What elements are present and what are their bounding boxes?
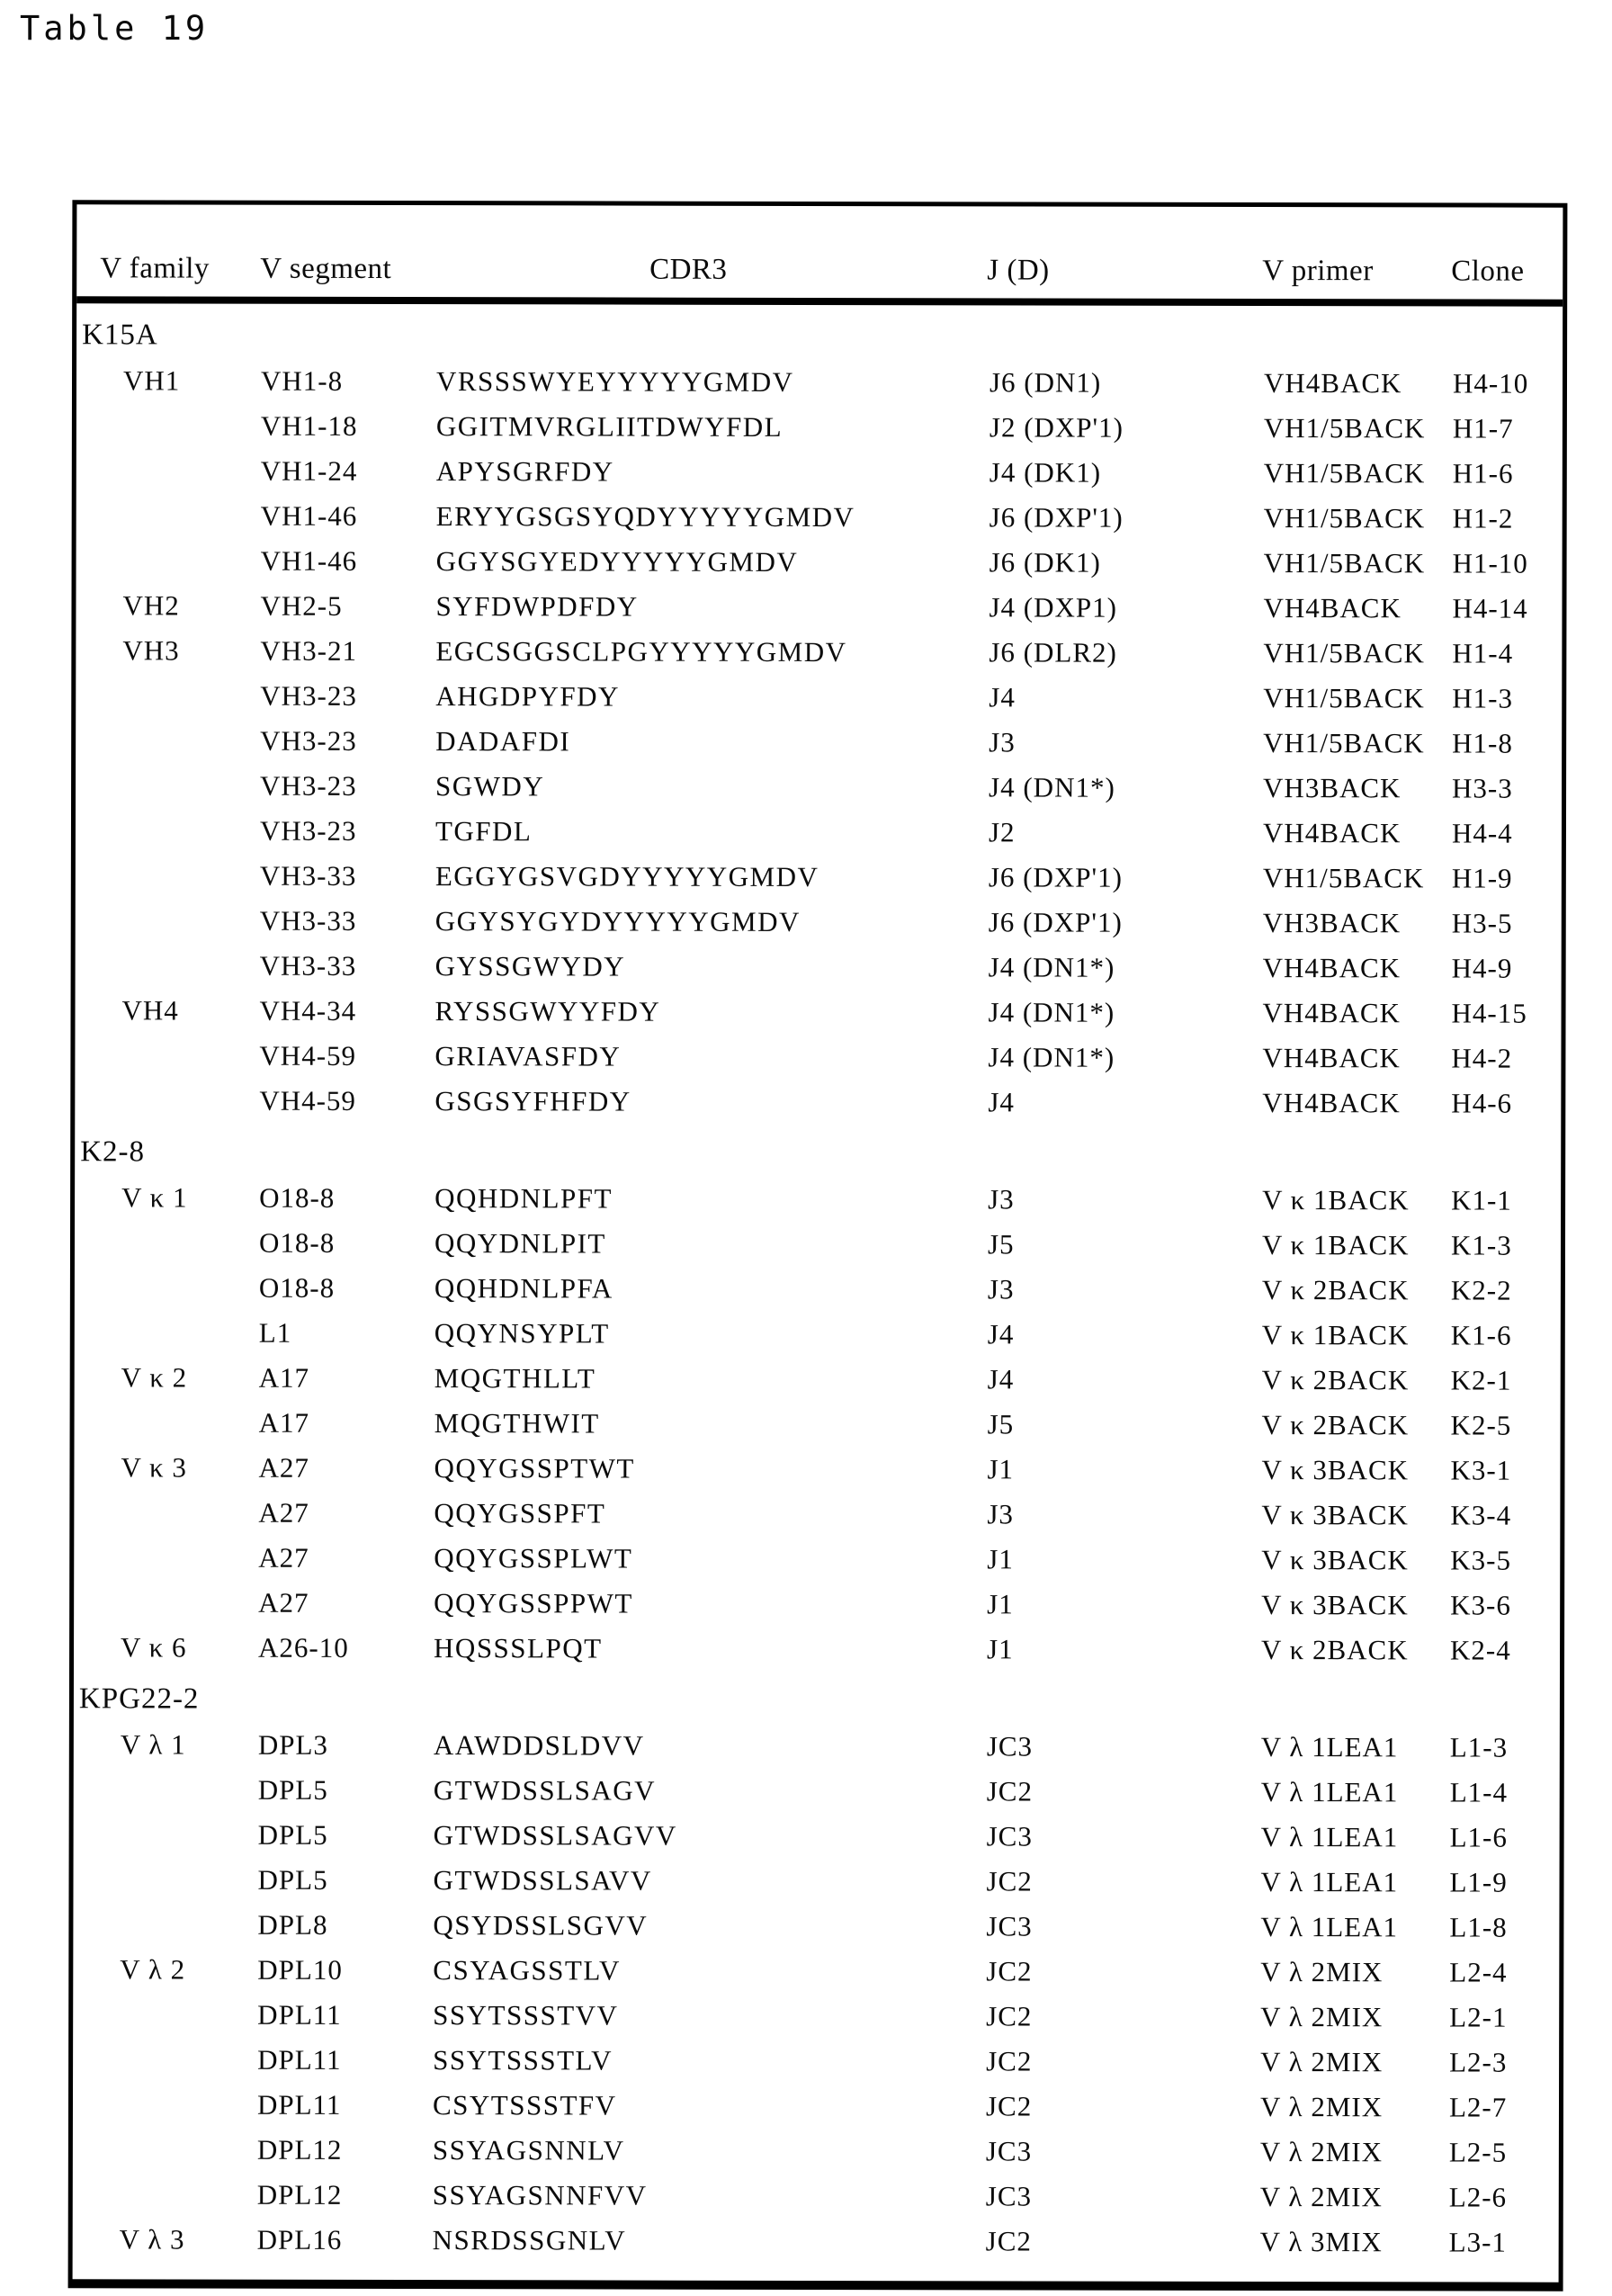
cell-jd: J4 (DN1*)	[988, 951, 1115, 983]
cell-jd: JC2	[986, 1775, 1034, 1807]
cell-family: VH1	[122, 364, 181, 397]
cell-clone: L1-4	[1449, 1776, 1509, 1808]
cell-cdr3: SSYAGSNNLV	[432, 2134, 625, 2166]
cell-segment: A27	[258, 1451, 309, 1484]
column-header-v-family: V family	[100, 252, 210, 285]
cell-clone: K2-2	[1450, 1274, 1512, 1306]
cell-primer: VH4BACK	[1262, 817, 1402, 849]
table-row	[75, 1309, 1561, 1357]
cell-segment: VH3-33	[259, 949, 357, 982]
cell-clone: L1-9	[1449, 1866, 1508, 1898]
cell-clone: H1-3	[1452, 682, 1514, 714]
cell-segment: VH3-23	[260, 724, 357, 757]
cell-segment: VH3-23	[260, 769, 357, 802]
cell-primer: VH4BACK	[1262, 997, 1401, 1029]
cell-cdr3: GYSSGWYDY	[434, 950, 626, 982]
cell-clone: K1-6	[1450, 1319, 1512, 1351]
cell-primer: VH1/5BACK	[1263, 682, 1425, 714]
cell-segment: O18-8	[258, 1271, 336, 1304]
cell-cdr3: SSYTSSSTVV	[433, 1999, 619, 2031]
cell-cdr3: QQYDNLPIT	[434, 1227, 606, 1260]
cell-primer: V λ 2MIX	[1259, 2181, 1383, 2213]
table-row	[76, 627, 1562, 675]
table-row	[76, 717, 1562, 765]
cell-segment: A17	[258, 1406, 310, 1439]
cell-clone: K3-1	[1450, 1454, 1512, 1486]
cell-cdr3: AAWDDSLDVV	[433, 1729, 645, 1762]
cell-family: V κ 2	[121, 1361, 188, 1394]
cell-jd: J4 (DN1*)	[989, 771, 1115, 803]
cell-jd: J4	[987, 1363, 1015, 1395]
cell-segment: DPL11	[257, 2043, 342, 2076]
cell-family: V κ 6	[121, 1631, 187, 1664]
cell-primer: VH1/5BACK	[1263, 412, 1426, 444]
cell-primer: V κ 2BACK	[1261, 1409, 1410, 1441]
cell-cdr3: QQYGSSPPWT	[434, 1587, 633, 1619]
cell-clone: L2-4	[1449, 1956, 1508, 1988]
table-row	[76, 942, 1562, 990]
cell-primer: VH4BACK	[1262, 1042, 1401, 1074]
cell-clone: K2-5	[1450, 1409, 1512, 1441]
cell-primer: V κ 2BACK	[1261, 1274, 1410, 1306]
cell-clone: H4-10	[1452, 367, 1529, 399]
cell-clone: K3-6	[1450, 1589, 1511, 1621]
table-row	[76, 492, 1563, 540]
cell-primer: V κ 3BACK	[1261, 1499, 1409, 1531]
cell-segment: DPL11	[257, 1998, 342, 2031]
cell-jd: J3	[988, 1183, 1015, 1215]
table-row	[76, 447, 1563, 495]
table-row	[74, 1811, 1560, 1859]
cell-segment: L1	[258, 1316, 292, 1349]
table-row	[76, 402, 1563, 450]
cell-cdr3: GGITMVRGLIITDWYFDL	[435, 410, 784, 443]
cell-jd: J3	[987, 1273, 1015, 1305]
cell-clone: L2-5	[1448, 2136, 1508, 2168]
cell-segment: VH3-33	[259, 859, 357, 892]
cell-cdr3: CSYTSSSTFV	[432, 2089, 617, 2121]
cell-clone: K2-1	[1450, 1364, 1512, 1396]
cell-primer: V κ 3BACK	[1261, 1589, 1409, 1621]
cell-cdr3: AHGDPYFDY	[435, 680, 621, 713]
cell-clone: L1-3	[1449, 1731, 1509, 1763]
cell-primer: V κ 3BACK	[1261, 1544, 1409, 1576]
cell-segment: DPL16	[256, 2223, 343, 2256]
page-title: Table 19	[20, 9, 210, 48]
table-row	[75, 1399, 1561, 1447]
cell-primer: VH1/5BACK	[1262, 862, 1425, 894]
cell-segment: VH4-59	[259, 1084, 356, 1117]
cell-cdr3: QQYGSSPFT	[434, 1497, 606, 1529]
table-row	[76, 672, 1562, 720]
cell-jd: JC3	[986, 1910, 1033, 1942]
table-row	[76, 852, 1562, 900]
cell-primer: V κ 2BACK	[1261, 1364, 1410, 1396]
cell-clone: H1-8	[1452, 727, 1513, 759]
table-row	[73, 2171, 1559, 2219]
cell-segment: A27	[258, 1586, 309, 1619]
table-row	[74, 1766, 1560, 1814]
cell-jd: J6 (DXP'1)	[989, 501, 1124, 534]
cell-primer: VH3BACK	[1263, 772, 1402, 804]
cell-jd: J6 (DLR2)	[989, 636, 1117, 668]
cell-cdr3: TGFDL	[434, 815, 533, 848]
cell-primer: V λ 3MIX	[1259, 2226, 1383, 2258]
table-row	[73, 1946, 1559, 1994]
column-header-j-d: J (D)	[987, 254, 1050, 287]
cell-segment: DPL5	[257, 1773, 328, 1806]
cell-segment: A17	[258, 1361, 310, 1394]
section-label: K2-8	[80, 1135, 146, 1169]
table-header-row	[76, 204, 1563, 306]
table-row	[74, 1534, 1560, 1582]
cell-segment: VH1-46	[260, 499, 358, 532]
cell-cdr3: GTWDSSLSAVV	[433, 1864, 652, 1897]
cell-jd: J4 (DN1*)	[988, 1041, 1115, 1073]
cell-cdr3: NSRDSSGNLV	[432, 2224, 627, 2256]
cell-cdr3: QQHDNLPFA	[434, 1272, 613, 1305]
cell-segment: O18-8	[259, 1181, 336, 1214]
cell-jd: J5	[987, 1228, 1015, 1260]
table-row	[76, 537, 1563, 585]
table-row	[74, 1579, 1560, 1627]
cell-clone: H4-2	[1451, 1042, 1513, 1074]
cell-primer: V λ 1LEA1	[1260, 1731, 1399, 1763]
cell-cdr3: QQHDNLPFT	[434, 1182, 613, 1215]
table-body	[73, 305, 1563, 2282]
table-row	[75, 1032, 1561, 1080]
column-header-cdr3: CDR3	[649, 253, 728, 286]
cell-jd: J2 (DXP'1)	[989, 411, 1124, 444]
cell-cdr3: SYFDWPDFDY	[435, 590, 639, 623]
cell-family: V λ 1	[120, 1728, 186, 1761]
cell-primer: VH4BACK	[1262, 1087, 1401, 1119]
cell-primer: V λ 1LEA1	[1260, 1911, 1399, 1943]
table-row	[73, 2081, 1559, 2129]
section-label: KPG22-2	[78, 1682, 200, 1716]
cell-clone: H4-9	[1451, 952, 1513, 984]
cell-segment: VH3-21	[260, 634, 358, 667]
cell-family: V κ 1	[121, 1181, 188, 1214]
cell-family: VH4	[121, 994, 179, 1027]
column-header-v-segment: V segment	[260, 252, 392, 286]
cell-cdr3: QQYNSYPLT	[434, 1317, 610, 1350]
cell-jd: J3	[987, 1498, 1014, 1530]
cell-cdr3: QQYGSSPLWT	[434, 1542, 633, 1574]
cell-segment: DPL5	[257, 1818, 328, 1851]
cell-primer: V κ 2BACK	[1261, 1634, 1409, 1666]
cell-jd: JC2	[985, 2090, 1033, 2122]
cell-cdr3: SSYTSSSTLV	[433, 2044, 613, 2076]
table-row	[73, 1856, 1559, 1904]
cell-cdr3: SGWDY	[435, 770, 545, 803]
cell-primer: VH3BACK	[1262, 907, 1402, 939]
cell-primer: V λ 1LEA1	[1260, 1821, 1399, 1853]
table-row	[73, 2216, 1559, 2264]
cell-clone: H4-14	[1452, 592, 1528, 624]
cell-segment: O18-8	[258, 1226, 336, 1259]
cell-clone: K3-5	[1450, 1544, 1512, 1576]
cell-primer: V κ 3BACK	[1261, 1454, 1410, 1486]
cell-clone: H1-9	[1451, 862, 1513, 894]
cell-primer: V λ 2MIX	[1260, 2046, 1384, 2078]
cell-primer: V λ 1LEA1	[1260, 1866, 1399, 1898]
cell-clone: K3-4	[1450, 1499, 1512, 1531]
cell-cdr3: MQGTHLLT	[434, 1362, 596, 1395]
cell-jd: J4 (DK1)	[989, 456, 1102, 489]
table-row	[74, 1624, 1560, 1672]
cell-clone: H1-4	[1452, 637, 1514, 669]
cell-clone: L2-7	[1448, 2091, 1508, 2123]
cell-family: V λ 3	[119, 2223, 185, 2256]
cell-primer: VH4BACK	[1263, 592, 1402, 624]
cell-cdr3: GTWDSSLSAGV	[433, 1774, 657, 1807]
cell-clone: K1-1	[1451, 1184, 1512, 1216]
cell-jd: J3	[989, 726, 1016, 758]
cell-cdr3: GGYSYGYDYYYYYGMDV	[434, 905, 801, 937]
cell-jd: JC3	[985, 2135, 1033, 2167]
cell-jd: J4 (DN1*)	[988, 996, 1115, 1028]
cell-clone: L2-6	[1448, 2181, 1508, 2213]
cell-cdr3: APYSGRFDY	[435, 455, 614, 488]
cell-segment: A27	[258, 1541, 309, 1574]
cell-cdr3: QSYDSSLSGVV	[433, 1909, 649, 1942]
cell-primer: V λ 2MIX	[1260, 1956, 1384, 1988]
cell-primer: VH4BACK	[1263, 367, 1402, 399]
cell-jd: J4 (DXP1)	[989, 591, 1118, 623]
cell-clone: H1-2	[1452, 502, 1514, 534]
cell-jd: J2	[988, 816, 1016, 848]
cell-jd: J6 (DN1)	[989, 366, 1102, 399]
cell-jd: J4	[987, 1318, 1015, 1350]
cell-clone: H1-6	[1452, 457, 1514, 489]
table-row	[75, 1174, 1561, 1222]
table-row	[76, 897, 1562, 945]
cell-cdr3: ERYYGSGSYQDYYYYYGMDV	[435, 500, 855, 534]
table-row	[75, 1354, 1561, 1402]
cell-jd: JC2	[986, 2045, 1033, 2077]
cell-segment: DPL10	[257, 1953, 343, 1986]
column-header-v-primer: V primer	[1262, 255, 1374, 288]
cell-jd: J4	[988, 1086, 1015, 1118]
cell-segment: VH1-18	[260, 409, 358, 442]
cell-cdr3: DADAFDI	[435, 725, 571, 758]
cell-cdr3: GGYSGYEDYYYYYGMDV	[435, 545, 799, 578]
cell-primer: VH1/5BACK	[1263, 502, 1426, 534]
cell-jd: J6 (DK1)	[989, 546, 1101, 578]
cell-segment: VH4-34	[259, 994, 357, 1027]
cell-jd: J4	[989, 681, 1016, 713]
cell-clone: H1-7	[1452, 412, 1514, 444]
cell-segment: A26-10	[258, 1631, 349, 1664]
table-row	[74, 1444, 1560, 1492]
cell-jd: J5	[987, 1408, 1015, 1440]
cell-jd: J1	[987, 1633, 1014, 1665]
table-row	[73, 2036, 1559, 2084]
table-row	[76, 357, 1563, 405]
section-row	[76, 305, 1563, 360]
cell-segment: VH1-46	[260, 544, 358, 577]
cell-primer: VH1/5BACK	[1263, 637, 1425, 669]
cell-cdr3: EGGYGSVGDYYYYYGMDV	[434, 860, 819, 893]
cell-jd: J1	[987, 1543, 1014, 1575]
cell-cdr3: MQGTHWIT	[434, 1407, 600, 1439]
section-label: K15A	[82, 318, 158, 352]
table-row	[73, 2126, 1559, 2174]
cell-clone: H4-4	[1451, 817, 1513, 849]
table-row	[76, 582, 1562, 630]
table-row	[76, 762, 1562, 810]
cell-primer: V κ 1BACK	[1261, 1319, 1410, 1351]
table-row	[73, 1901, 1559, 1949]
cell-clone: K1-3	[1450, 1229, 1512, 1261]
cell-segment: VH4-59	[259, 1039, 357, 1072]
cell-segment: VH3-23	[260, 679, 357, 712]
cell-jd: JC2	[986, 1955, 1033, 1987]
column-header-clone: Clone	[1451, 255, 1525, 288]
table-row	[74, 1721, 1560, 1769]
cell-jd: JC2	[986, 1865, 1033, 1897]
cell-segment: DPL12	[256, 2133, 343, 2166]
cell-segment: DPL8	[257, 1908, 328, 1941]
cell-primer: V λ 2MIX	[1259, 2136, 1384, 2168]
cell-cdr3: QQYGSSPTWT	[434, 1452, 635, 1484]
cell-primer: VH1/5BACK	[1263, 547, 1426, 579]
cell-segment: VH3-33	[259, 904, 357, 937]
cell-clone: L1-6	[1449, 1821, 1508, 1853]
cell-family: V λ 2	[120, 1953, 186, 1986]
cell-jd: J6 (DXP'1)	[988, 861, 1123, 893]
cell-cdr3: RYSSGWYYFDY	[434, 995, 661, 1027]
cell-segment: DPL5	[257, 1863, 328, 1896]
section-row	[74, 1669, 1560, 1724]
cell-clone: H4-15	[1451, 997, 1527, 1029]
cell-segment: DPL11	[256, 2088, 342, 2121]
cell-segment: A27	[258, 1496, 309, 1529]
cell-family: VH3	[122, 634, 180, 667]
cell-family: V κ 3	[121, 1451, 187, 1484]
table-row	[74, 1489, 1560, 1537]
cell-clone: L1-8	[1449, 1911, 1508, 1943]
cell-cdr3: CSYAGSSTLV	[433, 1954, 621, 1987]
cell-cdr3: EGCSGGSCLPGYYYYYGMDV	[435, 635, 847, 668]
table-row	[75, 1219, 1561, 1267]
cell-segment: VH1-8	[260, 364, 344, 397]
table-row	[75, 1077, 1561, 1125]
cell-clone: K2-4	[1450, 1634, 1511, 1666]
cell-jd: JC3	[986, 1730, 1034, 1762]
cell-jd: J1	[987, 1588, 1014, 1620]
cell-jd: JC3	[985, 2180, 1033, 2212]
cell-segment: VH2-5	[260, 589, 343, 622]
cell-clone: H3-5	[1451, 907, 1513, 939]
data-table	[68, 200, 1568, 2291]
cell-clone: H4-6	[1451, 1087, 1513, 1119]
cell-primer: V λ 2MIX	[1260, 2001, 1384, 2033]
cell-segment: DPL12	[256, 2178, 343, 2211]
cell-primer: V κ 1BACK	[1261, 1229, 1410, 1261]
cell-cdr3: HQSSSLPQT	[434, 1632, 603, 1664]
cell-jd: J6 (DXP'1)	[988, 906, 1123, 938]
cell-segment: DPL3	[257, 1728, 328, 1761]
cell-primer: V λ 1LEA1	[1260, 1776, 1399, 1808]
cell-primer: VH1/5BACK	[1263, 727, 1425, 759]
cell-cdr3: SSYAGSNNFVV	[432, 2179, 648, 2211]
cell-clone: L3-1	[1448, 2226, 1507, 2258]
cell-jd: JC2	[985, 2225, 1032, 2257]
table-row	[76, 807, 1562, 855]
cell-clone: L2-3	[1449, 2046, 1508, 2078]
cell-cdr3: GTWDSSLSAGVV	[433, 1819, 677, 1852]
cell-clone: H1-10	[1452, 547, 1528, 579]
table-row	[75, 987, 1561, 1035]
cell-jd: JC3	[986, 1820, 1033, 1852]
cell-clone: L2-1	[1449, 2001, 1508, 2033]
cell-primer: VH4BACK	[1262, 952, 1402, 984]
cell-segment: VH3-23	[259, 814, 357, 847]
table-row	[75, 1264, 1561, 1312]
cell-cdr3: GSGSYFHFDY	[434, 1085, 631, 1117]
cell-primer: V κ 1BACK	[1262, 1184, 1410, 1216]
cell-cdr3: VRSSSWYEYYYYYGMDV	[435, 365, 794, 398]
cell-segment: VH1-24	[260, 454, 358, 487]
cell-jd: JC2	[986, 2000, 1033, 2032]
cell-primer: V λ 2MIX	[1259, 2091, 1384, 2123]
table-row	[73, 1991, 1559, 2039]
cell-family: VH2	[122, 589, 180, 622]
cell-jd: J1	[987, 1453, 1015, 1485]
section-row	[75, 1122, 1561, 1177]
cell-cdr3: GRIAVASFDY	[434, 1040, 622, 1072]
cell-primer: VH1/5BACK	[1263, 457, 1426, 489]
cell-clone: H3-3	[1452, 772, 1513, 804]
